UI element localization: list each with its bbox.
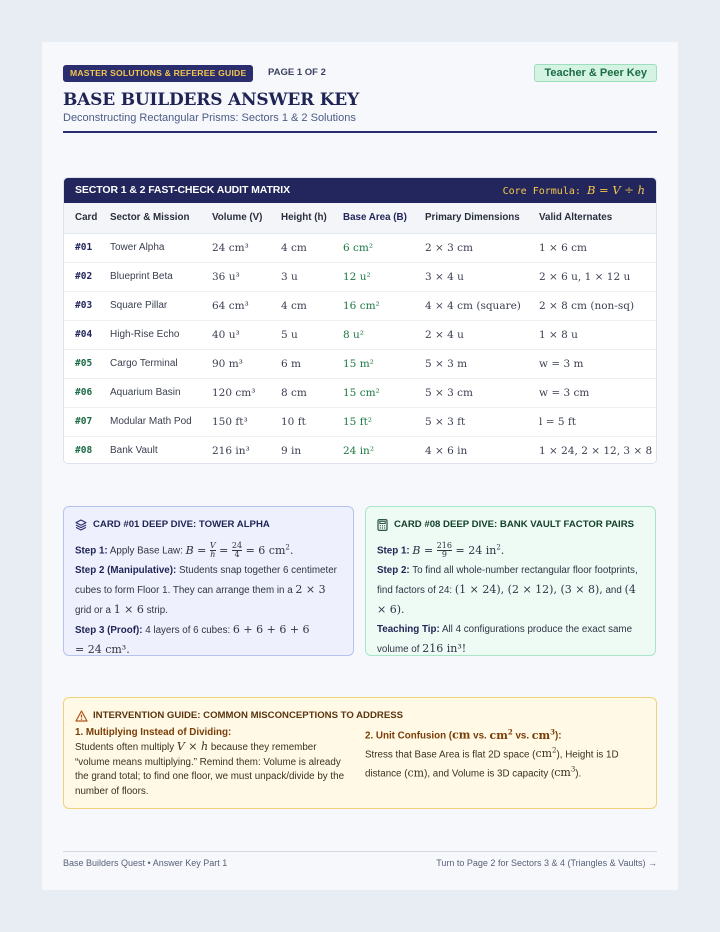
row-mission: High-Rise Echo: [110, 320, 212, 349]
audit-matrix: [63, 177, 657, 464]
table-row: [64, 320, 656, 349]
table-body: [64, 233, 656, 464]
guide-badge: MASTER SOLUTIONS & REFEREE GUIDE: [63, 65, 253, 82]
row-card-id: #01: [64, 233, 110, 262]
card08-heading: [377, 518, 644, 531]
row-height: 6 m: [281, 349, 343, 378]
row-volume: 40 u³: [212, 320, 281, 349]
row-base-area: 12 u²: [343, 262, 425, 291]
row-alternates: 1 × 8 u: [539, 320, 656, 349]
row-card-id: #03: [64, 291, 110, 320]
card01-deep-dive: [63, 506, 354, 656]
col-alternates: Valid Alternates: [539, 203, 656, 233]
table-row: [64, 378, 656, 407]
row-base-area: 15 cm²: [343, 378, 425, 407]
card08-title: CARD #08 DEEP DIVE: BANK VAULT FACTOR PAIRS: [394, 519, 635, 530]
row-dimensions: 5 × 3 ft: [425, 407, 539, 436]
row-height: 9 in: [281, 444, 302, 457]
row-mission: Tower Alpha: [110, 233, 212, 262]
guide-title: INTERVENTION GUIDE: COMMON MISCONCEPTIONS TO ADDRESS: [93, 710, 404, 721]
intervention-guide: [63, 697, 657, 809]
row-volume: 90 m³: [212, 349, 281, 378]
row-height: 3 u: [281, 262, 343, 291]
row-height: 4 cm: [281, 233, 343, 262]
footer-left: Base Builders Quest • Answer Key Part 1: [63, 858, 228, 868]
row-alternates: l = 5 ft: [539, 407, 656, 436]
row-alternates: w = 3 m: [539, 349, 656, 378]
table-row: [64, 349, 656, 378]
card08-tip: Teaching Tip: All 4 configurations produce the exact same volume of 216 in³!: [377, 623, 633, 655]
row-height: 8 cm: [281, 378, 343, 407]
row-base-area: 6 cm²: [343, 233, 425, 262]
header-divider: [63, 131, 657, 133]
row-volume: 36 u³: [212, 262, 281, 291]
card08-step1: Step 1: B = $\frac{216}{9}$ = 24 $in^2$.: [377, 541, 505, 560]
card01-heading: [75, 518, 342, 531]
row-dimensions: 2 × 4 u: [425, 320, 539, 349]
warning-icon: [75, 710, 88, 722]
row-dimensions: 2 × 3 cm: [425, 233, 539, 262]
row-base-area: 15 m²: [343, 349, 425, 378]
row-alternates: 2 × 8 cm (non-sq): [539, 291, 656, 320]
core-formula: [503, 183, 645, 197]
matrix-header: [64, 178, 656, 203]
row-volume: 216 in³: [212, 444, 250, 457]
row-base-area: 8 u²: [343, 320, 425, 349]
card08-step2: Step 2: To find all whole-number rectangular floor footprints, find factors of 24: (1 × 24), (2 × 12), (3 × 8), and (4 × 6).: [377, 564, 638, 616]
card01-step1: Step 1: Apply Base Law: B = $\frac{V}{h}$ = $\frac{24}{4}$ = 6 $cm^2$.: [75, 541, 294, 560]
col-volume: Volume (V): [212, 203, 281, 233]
row-alternates: 2 × 6 u, 1 × 12 u: [539, 262, 656, 291]
table-row: [64, 407, 656, 436]
table-row: [64, 233, 656, 262]
row-dimensions: 4 × 6 in: [425, 444, 468, 457]
audience-badge: Teacher & Peer Key: [534, 64, 657, 82]
row-height: 10 ft: [281, 407, 343, 436]
row-dimensions: 5 × 3 cm: [425, 378, 539, 407]
row-card-id: #06: [64, 378, 110, 407]
row-mission: Cargo Terminal: [110, 349, 212, 378]
row-card-id: #08: [75, 445, 93, 457]
layers-icon: [75, 519, 87, 531]
col-dimensions: Primary Dimensions: [425, 203, 539, 233]
row-dimensions: 3 × 4 u: [425, 262, 539, 291]
calculator-icon: [377, 519, 388, 531]
misconception-2: 2. Unit Confusion (cm vs. $cm^2$ vs. $cm^3$): Stress that Base Area is flat 2D space $(cm^2)$, Height is 1D distance (cm), and Volume is 3D capacity $(cm^3)$.: [365, 727, 619, 780]
col-card: Card: [64, 203, 110, 233]
guide-heading: [75, 709, 645, 722]
page-number: PAGE 1 OF 2: [268, 67, 326, 78]
row-base-area: 15 ft²: [343, 407, 425, 436]
page-subtitle: Deconstructing Rectangular Prisms: Sectors 1 & 2 Solutions: [63, 112, 356, 124]
audit-table: [64, 203, 656, 464]
row-height: 5 u: [281, 320, 343, 349]
card01-step2: Step 2 (Manipulative): Students snap together 6 centimeter cubes to form Floor 1. They can arrange them in a 2 × 3 grid or a 1 × 6 strip.: [75, 564, 337, 616]
matrix-title: SECTOR 1 & 2 FAST-CHECK AUDIT MATRIX: [75, 184, 290, 196]
row-alternates: w = 3 cm: [539, 378, 656, 407]
row-volume: 120 cm³: [212, 378, 281, 407]
row-card-id: #02: [64, 262, 110, 291]
row-volume: 64 cm³: [212, 291, 281, 320]
col-height: Height (h): [281, 203, 343, 233]
card01-title: CARD #01 DEEP DIVE: TOWER ALPHA: [93, 519, 270, 530]
col-base-area: Base Area (B): [343, 203, 425, 233]
table-row: [64, 436, 656, 464]
row-volume: 24 cm³: [212, 233, 281, 262]
row-mission: Bank Vault: [110, 445, 158, 457]
row-dimensions: 4 × 4 cm (square): [425, 291, 539, 320]
row-alternates: 1 × 24, 2 × 12, 3 × 8: [539, 444, 653, 457]
page-footer: [63, 851, 657, 868]
formula-label: Core Formula:: [502, 186, 581, 197]
row-card-id: #05: [64, 349, 110, 378]
row-mission: Aquarium Basin: [110, 378, 212, 407]
row-base-area: 16 cm²: [343, 291, 425, 320]
page-title: BASE BUILDERS ANSWER KEY: [63, 90, 360, 110]
misconception-1: 1. Multiplying Instead of Dividing: Students often multiply V × h because they remember “volume means multiplying.” Remind them: Volume is already the grand total; to find one floor, we must unpack/divide by the number of floors.: [75, 727, 345, 797]
footer-next-page: Turn to Page 2 for Sectors 3 & 4 (Triangles & Vaults) →: [436, 858, 657, 868]
row-card-id: #04: [64, 320, 110, 349]
row-base-area: 24 in²: [343, 444, 375, 457]
col-mission: Sector & Mission: [110, 203, 212, 233]
answer-key-page: [42, 42, 678, 890]
card01-step3: Step 3 (Proof): 4 layers of 6 cubes: 6 + 6 + 6 + 6 = 24 cm³.: [75, 622, 310, 656]
row-height: 4 cm: [281, 291, 343, 320]
row-mission: Modular Math Pod: [110, 407, 212, 436]
card08-deep-dive: [365, 506, 656, 656]
row-mission: Blueprint Beta: [110, 262, 212, 291]
row-alternates: 1 × 6 cm: [539, 233, 656, 262]
row-volume: 150 ft³: [212, 407, 281, 436]
row-card-id: #07: [64, 407, 110, 436]
table-row: [64, 262, 656, 291]
formula-text: B = V ÷ h: [586, 183, 645, 197]
table-header-row: [64, 203, 656, 233]
row-dimensions: 5 × 3 m: [425, 349, 539, 378]
row-mission: Square Pillar: [110, 291, 212, 320]
table-row: [64, 291, 656, 320]
